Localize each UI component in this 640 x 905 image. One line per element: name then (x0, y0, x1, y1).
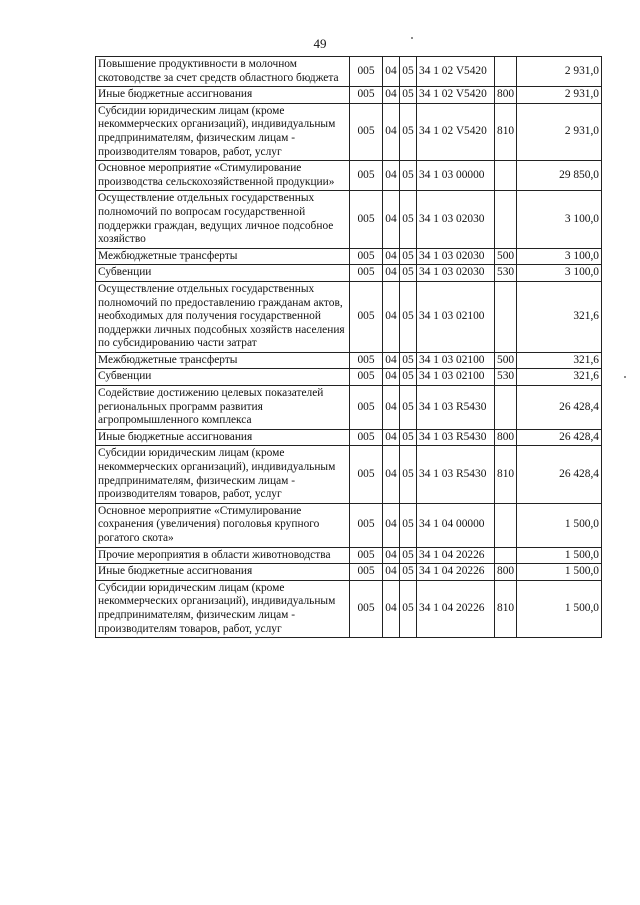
table-row (96, 87, 602, 104)
row-name: Межбюджетные трансферты (96, 352, 350, 369)
scan-speck (411, 37, 413, 39)
section-code: 04 (383, 352, 400, 369)
table-row (96, 446, 602, 503)
amount: 26 428,4 (517, 429, 602, 446)
ministry-code: 005 (350, 564, 383, 581)
ministry-code: 005 (350, 547, 383, 564)
row-name: Иные бюджетные ассигнования (96, 87, 350, 104)
target-article-code: 34 1 03 02100 (417, 352, 495, 369)
row-name: Субсидии юридическим лицам (кроме некоммерческих организаций), индивидуальным предпринимателям, физическим лицам - производителям товаров, работ, услуг (96, 580, 350, 637)
amount: 3 100,0 (517, 248, 602, 265)
expense-type-code (495, 161, 517, 191)
target-article-code: 34 1 02 V5420 (417, 87, 495, 104)
subsection-code: 05 (400, 265, 417, 282)
ministry-code: 005 (350, 161, 383, 191)
expense-type-code (495, 191, 517, 248)
target-article-code: 34 1 02 V5420 (417, 103, 495, 160)
ministry-code: 005 (350, 191, 383, 248)
expense-type-code (495, 503, 517, 547)
target-article-code: 34 1 03 R5430 (417, 386, 495, 430)
section-code: 04 (383, 248, 400, 265)
amount: 321,6 (517, 352, 602, 369)
expense-type-code: 800 (495, 564, 517, 581)
table-row (96, 429, 602, 446)
scan-speck (624, 376, 626, 378)
budget-table (95, 56, 602, 638)
ministry-code: 005 (350, 57, 383, 87)
row-name: Межбюджетные трансферты (96, 248, 350, 265)
expense-type-code: 500 (495, 248, 517, 265)
table-row (96, 352, 602, 369)
row-name: Субвенции (96, 369, 350, 386)
expense-type-code: 500 (495, 352, 517, 369)
amount: 321,6 (517, 281, 602, 352)
expense-type-code: 800 (495, 429, 517, 446)
subsection-code: 05 (400, 386, 417, 430)
amount: 26 428,4 (517, 446, 602, 503)
section-code: 04 (383, 191, 400, 248)
ministry-code: 005 (350, 103, 383, 160)
amount: 2 931,0 (517, 87, 602, 104)
table-row (96, 369, 602, 386)
target-article-code: 34 1 03 00000 (417, 161, 495, 191)
table-row (96, 161, 602, 191)
expense-type-code (495, 281, 517, 352)
expense-type-code: 810 (495, 580, 517, 637)
subsection-code: 05 (400, 161, 417, 191)
ministry-code: 005 (350, 281, 383, 352)
amount: 321,6 (517, 369, 602, 386)
amount: 1 500,0 (517, 503, 602, 547)
ministry-code: 005 (350, 369, 383, 386)
row-name: Содействие достижению целевых показателей региональных программ развития агропромышленного комплекса (96, 386, 350, 430)
target-article-code: 34 1 04 00000 (417, 503, 495, 547)
subsection-code: 05 (400, 369, 417, 386)
amount: 1 500,0 (517, 580, 602, 637)
section-code: 04 (383, 369, 400, 386)
target-article-code: 34 1 03 02100 (417, 281, 495, 352)
page-number: 49 (313, 36, 327, 51)
subsection-code: 05 (400, 248, 417, 265)
ministry-code: 005 (350, 352, 383, 369)
target-article-code: 34 1 03 02030 (417, 191, 495, 248)
amount: 1 500,0 (517, 564, 602, 581)
subsection-code: 05 (400, 57, 417, 87)
section-code: 04 (383, 429, 400, 446)
row-name: Субсидии юридическим лицам (кроме некоммерческих организаций), индивидуальным предпринимателям, физическим лицам - производителям товаров, работ, услуг (96, 103, 350, 160)
expense-type-code: 530 (495, 265, 517, 282)
expense-type-code (495, 57, 517, 87)
subsection-code: 05 (400, 352, 417, 369)
table-row (96, 503, 602, 547)
target-article-code: 34 1 04 20226 (417, 564, 495, 581)
subsection-code: 05 (400, 547, 417, 564)
subsection-code: 05 (400, 281, 417, 352)
target-article-code: 34 1 03 02100 (417, 369, 495, 386)
amount: 3 100,0 (517, 265, 602, 282)
ministry-code: 005 (350, 580, 383, 637)
table-row (96, 191, 602, 248)
section-code: 04 (383, 446, 400, 503)
ministry-code: 005 (350, 386, 383, 430)
expense-type-code: 810 (495, 103, 517, 160)
section-code: 04 (383, 547, 400, 564)
ministry-code: 005 (350, 503, 383, 547)
ministry-code: 005 (350, 87, 383, 104)
ministry-code: 005 (350, 446, 383, 503)
row-name: Иные бюджетные ассигнования (96, 564, 350, 581)
section-code: 04 (383, 161, 400, 191)
amount: 29 850,0 (517, 161, 602, 191)
target-article-code: 34 1 04 20226 (417, 547, 495, 564)
section-code: 04 (383, 103, 400, 160)
section-code: 04 (383, 281, 400, 352)
row-name: Субсидии юридическим лицам (кроме некоммерческих организаций), индивидуальным предпринимателям, физическим лицам - производителям товаров, работ, услуг (96, 446, 350, 503)
table-row (96, 386, 602, 430)
section-code: 04 (383, 503, 400, 547)
table-row (96, 57, 602, 87)
subsection-code: 05 (400, 87, 417, 104)
ministry-code: 005 (350, 265, 383, 282)
subsection-code: 05 (400, 191, 417, 248)
row-name: Осуществление отдельных государственных полномочий по предоставлению гражданам актов, необходимых для получения государственной поддержки личных подсобных хозяйств населения по субсидированию части затрат (96, 281, 350, 352)
row-name: Иные бюджетные ассигнования (96, 429, 350, 446)
section-code: 04 (383, 87, 400, 104)
row-name: Основное мероприятие «Стимулирование производства сельскохозяйственной продукции» (96, 161, 350, 191)
table-row (96, 580, 602, 637)
target-article-code: 34 1 03 R5430 (417, 446, 495, 503)
row-name: Прочие мероприятия в области животноводства (96, 547, 350, 564)
section-code: 04 (383, 580, 400, 637)
row-name: Повышение продуктивности в молочном скотоводстве за счет средств областного бюджета (96, 57, 350, 87)
target-article-code: 34 1 04 20226 (417, 580, 495, 637)
amount: 2 931,0 (517, 103, 602, 160)
section-code: 04 (383, 265, 400, 282)
target-article-code: 34 1 03 02030 (417, 265, 495, 282)
target-article-code: 34 1 03 02030 (417, 248, 495, 265)
table-row (96, 564, 602, 581)
section-code: 04 (383, 386, 400, 430)
subsection-code: 05 (400, 503, 417, 547)
expense-type-code: 800 (495, 87, 517, 104)
subsection-code: 05 (400, 103, 417, 160)
budget-table-body (96, 57, 602, 638)
table-row (96, 248, 602, 265)
row-name: Субвенции (96, 265, 350, 282)
expense-type-code: 810 (495, 446, 517, 503)
subsection-code: 05 (400, 446, 417, 503)
ministry-code: 005 (350, 248, 383, 265)
row-name: Осуществление отдельных государственных полномочий по вопросам государственной поддержки граждан, ведущих личное подсобное хозяйство (96, 191, 350, 248)
subsection-code: 05 (400, 580, 417, 637)
ministry-code: 005 (350, 429, 383, 446)
row-name: Основное мероприятие «Стимулирование сохранения (увеличения) поголовья крупного рогатого скота» (96, 503, 350, 547)
table-row (96, 547, 602, 564)
amount: 26 428,4 (517, 386, 602, 430)
table-row (96, 103, 602, 160)
amount: 2 931,0 (517, 57, 602, 87)
amount: 1 500,0 (517, 547, 602, 564)
section-code: 04 (383, 564, 400, 581)
section-code: 04 (383, 57, 400, 87)
subsection-code: 05 (400, 564, 417, 581)
expense-type-code (495, 386, 517, 430)
table-row (96, 281, 602, 352)
table-row (96, 265, 602, 282)
target-article-code: 34 1 02 V5420 (417, 57, 495, 87)
subsection-code: 05 (400, 429, 417, 446)
expense-type-code: 530 (495, 369, 517, 386)
amount: 3 100,0 (517, 191, 602, 248)
target-article-code: 34 1 03 R5430 (417, 429, 495, 446)
expense-type-code (495, 547, 517, 564)
